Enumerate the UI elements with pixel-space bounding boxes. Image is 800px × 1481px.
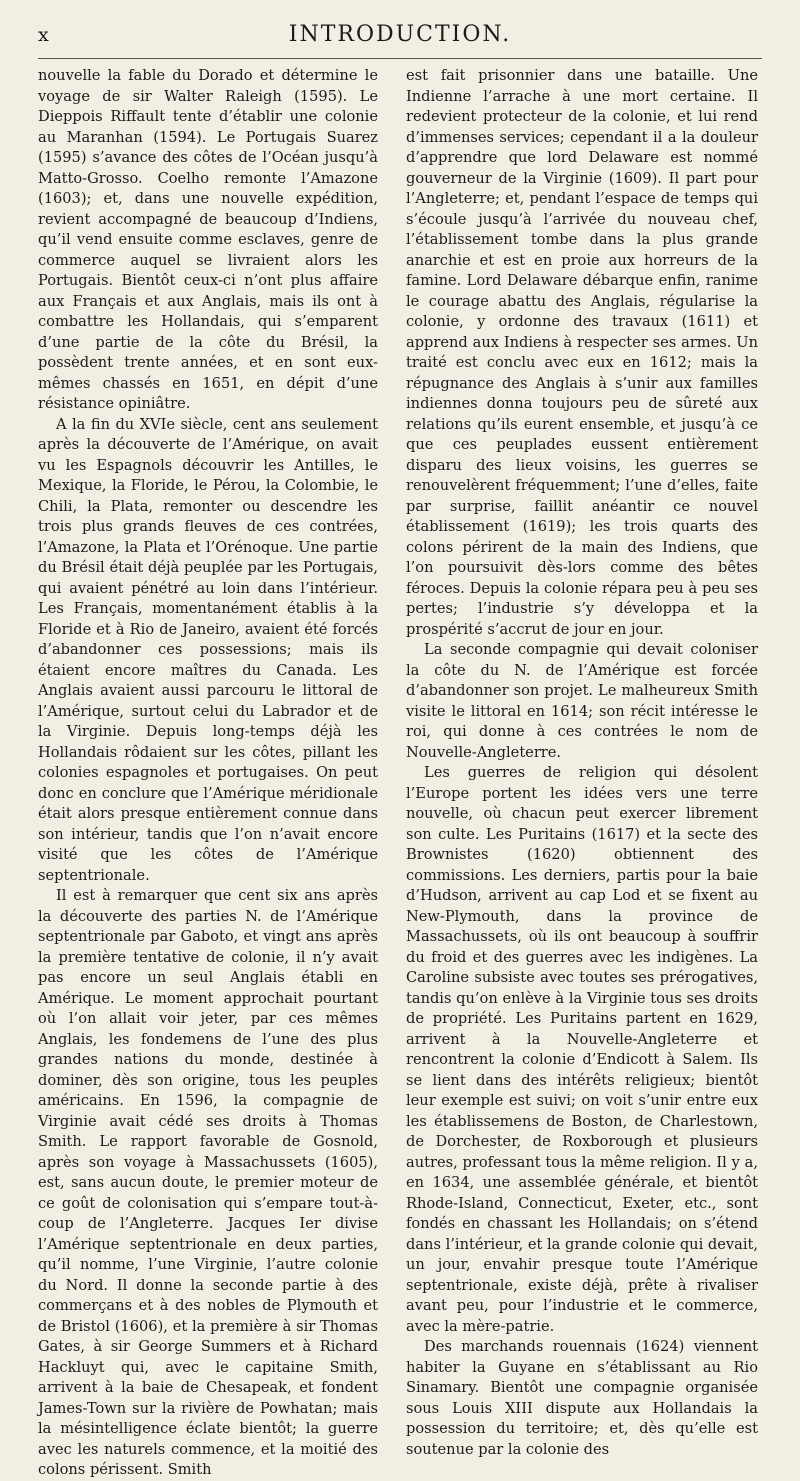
paragraph: nouvelle la fable du Dorado et détermine le voyage de sir Walter Raleigh (1595). Le Dieppois Riffault tente d’établir une colonie au Maranhan (1594). Le Portugais Suarez (1595) s’avance des côtes de l’Océan jusqu’à Matto-Grosso. Coelho remonte l’Amazone (1603); et, dans une nouvelle expédition, revient accompagné de beaucoup d’Indiens, qu’il vend ensuite comme esclaves, genre de commerce auquel se livraient alors les Portugais. Bientôt ceux-ci n’ont plus affaire aux Français et aux Anglais, mais ils ont à combattre les Hollandais, qui s’emparent d’une partie de la côte du Brésil, la possèdent trente années, et en sont eux-mêmes chassés en 1651, en dépit d’une résistance opiniâtre. [38, 67, 378, 412]
left-column [38, 66, 378, 1481]
paragraph: est fait prisonnier dans une bataille. Une Indienne l’arrache à une mort certaine. Il redevient protecteur de la colonie, et lui rend d’immenses services; cependant il a la douleur d’apprendre que lord Delaware est nommé gouverneur de la Virginie (1609). Il part pour l’Angleterre; et, pendant l’espace de temps qui s’écoule jusqu’à l’arrivée du nouveau chef, l’établissement tombe dans la plus grande anarchie et est en proie aux horreurs de la famine. Lord Delaware débarque enfin, ranime le courage abattu des Anglais, régularise la colonie, y ordonne des travaux (1611) et apprend aux Indiens à respecter ses armes. Un traité est conclu avec eux en 1612; mais la répugnance des Anglais à s’unir aux familles indiennes donna toujours peu de sûreté aux relations qu’ils eurent ensemble, et jusqu’à ce que ces peuplades eussent entièrement disparu des lieux voisins, les guerres se renouvelèrent fréquemment; l’une d’elles, faite par surprise, faillit anéantir ce nouvel établissement (1619); les trois quarts des colons périrent de la main des Indiens, que l’on poursuivit dès-lors comme des bêtes féroces. Depuis la colonie répara peu à peu ses pertes; l’industrie s’y développa et la prospérité s’accrut de jour en jour. [406, 67, 758, 638]
paragraph: A la fin du XVIe siècle, cent ans seulement après la découverte de l’Amérique, on avait vu les Espagnols découvrir les Antilles, le Mexique, la Floride, le Pérou, la Colombie, le Chili, la Plata, remonter ou descendre les trois plus grands fleuves de ces contrées, l’Amazone, la Plata et l’Orénoque. Une partie du Brésil était déjà peuplée par les Portugais, qui avaient pénétré au loin dans l’intérieur. Les Français, momentanément établis à la Floride et à Rio de Janeiro, avaient été forcés d’abandonner ces possessions; mais ils étaient encore maîtres du Canada. Les Anglais avaient aussi parcouru le littoral de l’Amérique, surtout celui du Labrador et de la Virginie. Depuis long-temps déjà les Hollandais rôdaient sur les côtes, pillant les colonies espagnoles et portugaises. On peut donc en conclure que l’Amérique méridionale était alors presque entièrement connue dans son intérieur, tandis que l’on n’avait encore visité que les côtes de l’Amérique septentrionale. [38, 415, 378, 884]
running-title: INTRODUCTION. [288, 22, 512, 47]
paragraph: La seconde compagnie qui devait coloniser la côte du N. de l’Amérique est forcée d’abandonner son projet. Le malheureux Smith visite le littoral en 1614; son récit intéresse le roi, qui donne à ces contrées le nom de Nouvelle-Angleterre. [406, 641, 758, 761]
right-column [406, 66, 758, 1460]
paragraph: Des marchands rouennais (1624) viennent habiter la Guyane en s’établissant au Rio Sinamary. Bientôt une compagnie organisée sous Louis XIII dispute aux Hollandais la possession du territoire; et, dès qu’elle est soutenue par la colonie des [406, 1338, 758, 1458]
page-header [38, 20, 762, 54]
page-number: x [38, 24, 50, 46]
header-rule [38, 58, 762, 59]
paragraph: Il est à remarquer que cent six ans après la découverte des parties N. de l’Amérique septentrionale par Gaboto, et vingt ans après la première tentative de colonie, il n’y avait pas encore un seul Anglais établi en Amérique. Le moment approchait pourtant où l’on allait voir jeter, par ces mêmes Anglais, les fondemens de l’une des plus grandes nations du monde, destinée à dominer, dès son origine, tous les peuples américains. En 1596, la compagnie de Virginie avait cédé ses droits à Thomas Smith. Le rapport favorable de Gosnold, après son voyage à Massachussets (1605), est, sans aucun doute, le premier moteur de ce goût de colonisation qui s’empare tout-à-coup de l’Angleterre. Jacques Ier divise l’Amérique septentrionale en deux parties, qu’il nomme, l’une Virginie, l’autre colonie du Nord. Il donne la seconde partie à des commerçans et à des nobles de Plymouth et de Bristol (1606), et la première à sir Thomas Gates, à sir George Summers et à Richard Hackluyt qui, avec le capitaine Smith, arrivent à la baie de Chesapeak, et fondent James-Town sur la rivière de Powhatan; mais la mésintelligence éclate bientôt; la guerre avec les naturels commence, et la moitié des colons périssent. Smith [38, 887, 378, 1478]
paragraph: Les guerres de religion qui désolent l’Europe portent les idées vers une terre nouvelle, où chacun peut exercer librement son culte. Les Puritains (1617) et la secte des Brownistes (1620) obtiennent des commissions. Les derniers, partis pour la baie d’Hudson, arrivent au cap Lod et se fixent au New-Plymouth, dans la province de Massachussets, où ils ont beaucoup à souffrir du froid et des guerres avec les indigènes. La Caroline subsiste avec toutes ses prérogatives, tandis qu’on enlève à la Virginie tous ses droits de propriété. Les Puritains partent en 1629, arrivent à la Nouvelle-Angleterre et rencontrent la colonie d’Endicott à Salem. Ils se lient dans des intérêts religieux; bientôt leur exemple est suivi; on voit s’unir entre eux les établissemens de Boston, de Charlestown, de Dorchester, de Roxborough et plusieurs autres, professant tous la même religion. Il y a, en 1634, une assemblée générale, et bientôt Rhode-Island, Connecticut, Exeter, etc., sont fondés en chassant les Hollandais; on s’étend dans l’intérieur, et la grande colonie qui devait, un jour, envahir presque toute l’Amérique septentrionale, existe déjà, prête à rivaliser avant peu, pour l’industrie et le commerce, avec la mère-patrie. [406, 764, 758, 1335]
